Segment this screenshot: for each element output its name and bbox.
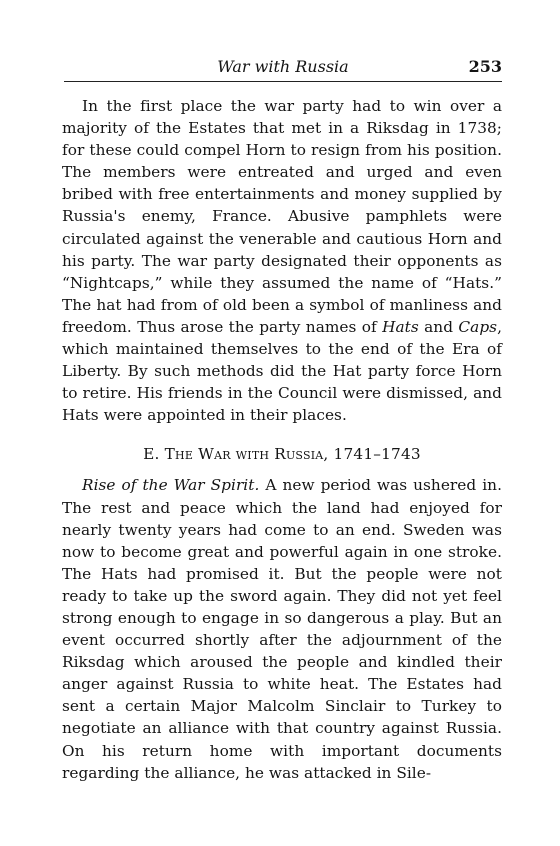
running-head	[64, 56, 502, 80]
italic-term-caps: Caps	[458, 317, 498, 336]
paragraph-text: The members were entreated and urged and even bribed with free entertainments and money supplied by Russia's enemy, France. Abusive pamphlets were circulated against the venerable and cautious Horn and his party. The war party designated their opponents as “Nightcaps,” while they assumed the name of “Hats.” The hat had from of old been a symbol of manliness and freedom. Thus arose the party names of	[62, 163, 502, 336]
section-title-word: with	[235, 445, 270, 464]
paragraph-lead-in: Rise of the War Spirit.	[82, 476, 260, 495]
paragraph-war-spirit	[62, 474, 502, 783]
section-letter: E.	[143, 445, 160, 464]
section-title-word: The	[164, 445, 194, 464]
section-dates: 1741–1743	[333, 445, 421, 464]
running-title: War with Russia	[217, 57, 349, 76]
paragraph-text: In the first place the war party had to win over a majority of the Estates that met in a Riksdag in 1738; for these could compel Horn to resign from his position.	[62, 97, 502, 160]
paragraph-text: A new period was ushered in. The rest and peace which the land had enjoyed for nearly twenty years had come to an end. Sweden was now to become great and powerful again in one stroke. The Hats had promised it. But the people were not ready to take up the sword again. They did not yet feel strong enough to engage in so dangerous a play. But an event occurred shortly after the adjournment of the Riksdag which aroused the people and kindled their anger against Russia to white heat. The Estates had sent a certain Major Malcolm Sinclair to Turkey to negotiate an alliance with that country against Russia. On his return home with important documents regarding the alliance, he was attacked in Sile-	[62, 476, 502, 782]
section-heading: E. The War with Russia, 1741–1743	[143, 445, 421, 464]
body-text	[62, 95, 502, 784]
italic-term-hats: Hats	[382, 317, 419, 336]
header-rule	[64, 81, 502, 82]
paragraph-hat-party	[62, 95, 502, 426]
paragraph-text: and	[418, 317, 459, 336]
paragraph-text: , which maintained themselves to the end of the Era of Liberty. By such methods did the Hat party force Horn to retire. His friends in the Council were dismissed, and Hats were appointed in their places.	[62, 317, 502, 425]
section-title-word: War	[198, 445, 231, 464]
page-number: 253	[468, 57, 502, 76]
section-title-word: Russia	[274, 445, 324, 464]
